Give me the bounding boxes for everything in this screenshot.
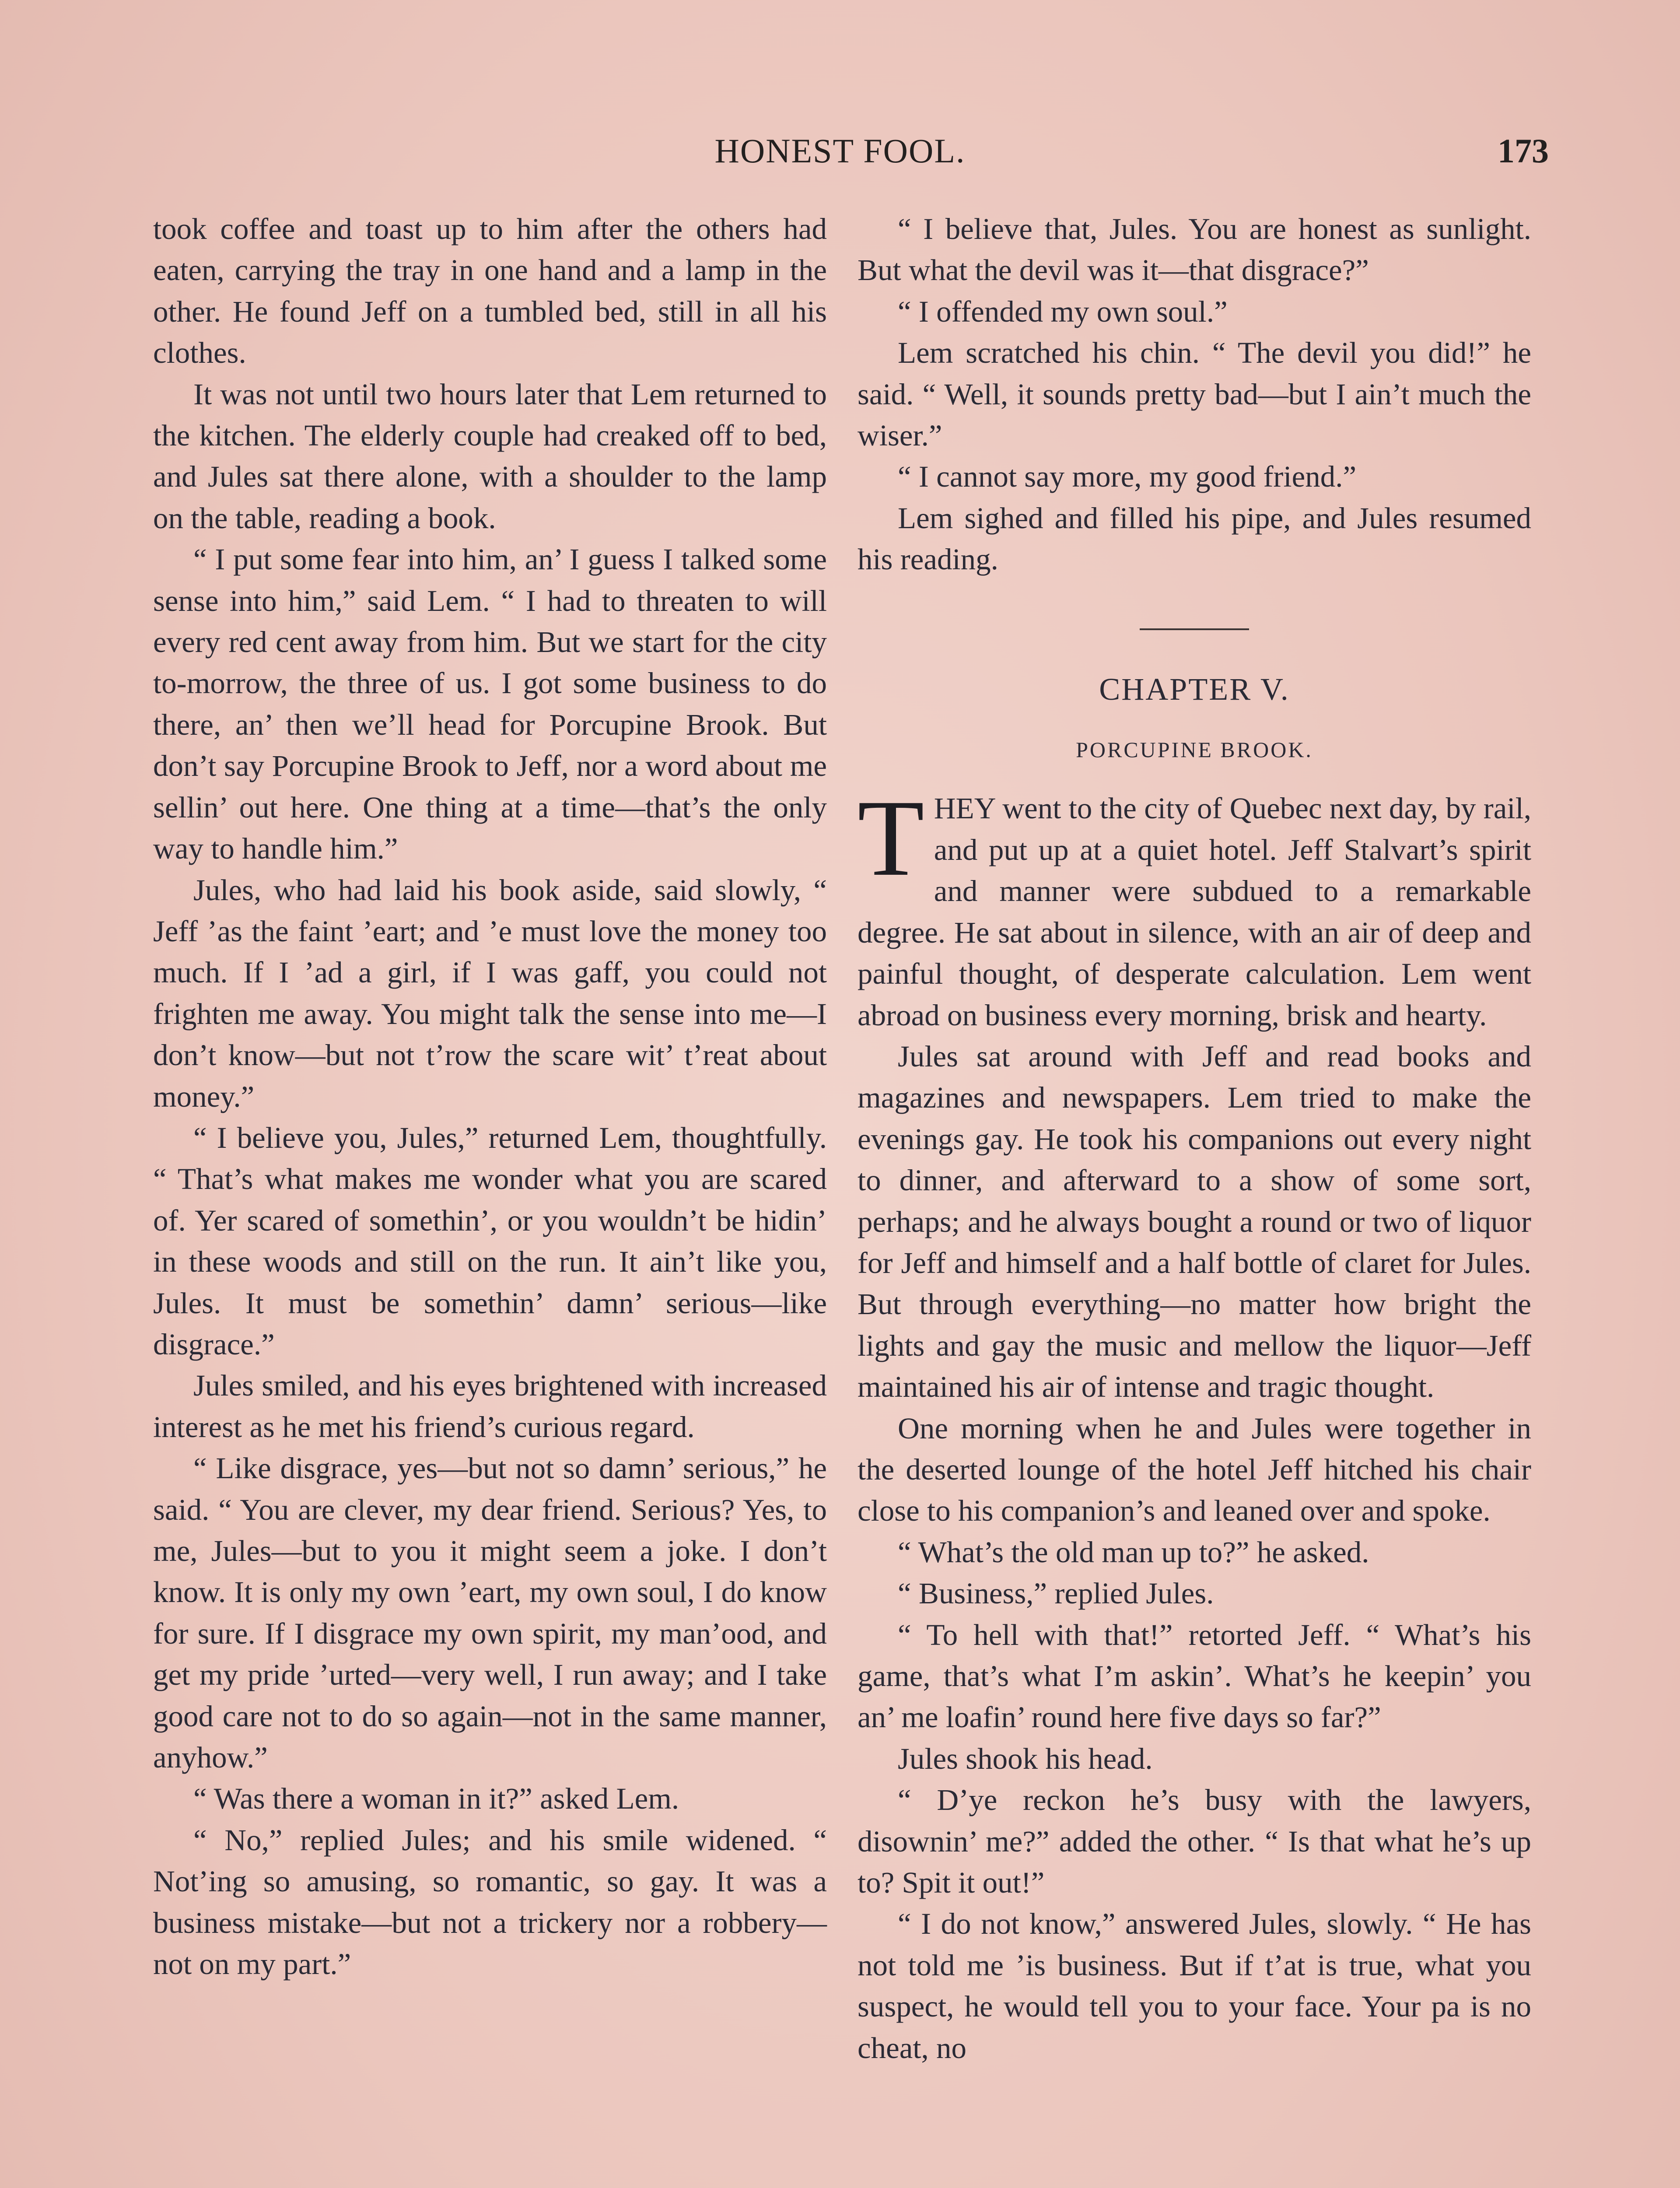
paragraph: “ I cannot say more, my good friend.”	[898, 460, 1357, 494]
paragraph: Lem scratched his chin. “ The devil you did!” he said. “ Well, it sounds pretty bad—but I ain’t much the wiser.”	[858, 336, 1531, 452]
paragraph: “ To hell with that!” retorted Jeff. “ What’s his game, that’s what I’m askin’. What’s he keepin’ you an’ me loafin’ round here five days so far?”	[858, 1618, 1531, 1734]
paragraph: “ What’s the old man up to?” he asked.	[898, 1535, 1369, 1569]
paragraph: “ Was there a woman in it?” asked Lem.	[193, 1782, 679, 1816]
paragraph: Jules, who had laid his book aside, said slowly, “ Jeff ’as the faint ’eart; and ’e must love the money too much. If I ’ad a girl, if I was gaff, you could not frighten me away. You might talk the sense into me—I don’t know—but not t’row the scare wit’ t’reat about money.”	[153, 873, 827, 1113]
paragraph: “ Business,” replied Jules.	[898, 1577, 1214, 1610]
chapter-subtitle: PORCUPINE BROOK.	[1076, 737, 1313, 762]
paragraph: “ Like disgrace, yes—but not so damn’ serious,” he said. “ You are clever, my dear friend. Serious? Yes, to me, Jules—but to you it might seem a joke. I don’t know. It is only my own ’eart, my own soul, I do know for sure. If I disgrace my own spirit, my man’ood, and get my pride ’urted—very well, I run away; and I take good care not to do so again—not in the same manner, anyhow.”	[153, 1452, 827, 1774]
paragraph: took coffee and toast up to him after the others had eaten, carrying the tray in one hand and a lamp in the other. He found Jeff on a tumbled bed, still in all his clothes.	[153, 212, 827, 370]
paragraph: Jules sat around with Jeff and read books and magazines and newspapers. Lem tried to make the evenings gay. He took his companions out every night to dinner, and afterward to a show of some sort, perhaps; and he always bought a round or two of liquor for Jeff and himself and a half bottle of claret for Jules. But through everything—no matter how bright the lights and gay the music and mellow the liquor—Jeff maintained his air of intense and tragic thought.	[858, 1039, 1531, 1404]
paragraph: Jules shook his head.	[898, 1742, 1153, 1775]
left-column	[153, 208, 827, 1985]
drop-cap: T	[858, 778, 924, 899]
chapter-opening-text: HEY went to the city of Quebec next day, by rail, and put up at a quiet hotel. Jeff Stalvart’s spirit and manner were subdued to a remarkable degree. He sat about in silence, with an air of deep and painful thought, of desperate calculation. Lem went abroad on business every morning, brisk and hearty.	[858, 792, 1531, 1032]
running-header: HONEST FOOL.	[714, 132, 966, 170]
paragraph: One morning when he and Jules were together in the deserted lounge of the hotel Jeff hitched his chair close to his companion’s and leaned over and spoke.	[858, 1411, 1531, 1528]
paragraph: “ I believe that, Jules. You are honest as sunlight. But what the devil was it—that disgrace?”	[858, 212, 1531, 287]
paragraph: Lem sighed and filled his pipe, and Jules resumed his reading.	[858, 501, 1531, 576]
paragraph: It was not until two hours later that Lem returned to the kitchen. The elderly couple had creaked off to bed, and Jules sat there alone, with a shoulder to the lamp on the table, reading a book.	[153, 377, 827, 535]
paragraph: “ I put some fear into him, an’ I guess I talked some sense into him,” said Lem. “ I had to threaten to will every red cent away from him. But we start for the city to-morrow, the three of us. I got some business to do there, an’ then we’ll head for Porcupine Brook. But don’t say Porcupine Brook to Jeff, nor a word about me sellin’ out here. One thing at a time—that’s the only way to handle him.”	[153, 543, 827, 866]
chapter-opening-paragraph	[858, 778, 1531, 1035]
paragraph: “ D’ye reckon he’s busy with the lawyers, disownin’ me?” added the other. “ Is that what he’s up to? Spit it out!”	[858, 1783, 1531, 1900]
paragraph: “ I believe you, Jules,” returned Lem, thoughtfully. “ That’s what makes me wonder what you are scared of. Yer scared of somethin’, or you wouldn’t be hidin’ in these woods and still on the run. It ain’t like you, Jules. It must be somethin’ damn’ serious—like disgrace.”	[153, 1121, 827, 1361]
section-divider	[1140, 628, 1249, 630]
paragraph: “ I do not know,” answered Jules, slowly. “ He has not told me ’is business. But if t’at is true, what you suspect, he would tell you to your face. Your pa is no cheat, no	[858, 1907, 1531, 2065]
paragraph: Jules smiled, and his eyes brightened with increased interest as he met his friend’s curious regard.	[153, 1369, 827, 1444]
paragraph: “ I offended my own soul.”	[898, 295, 1228, 328]
chapter-title: CHAPTER V.	[1099, 671, 1290, 707]
right-column	[858, 208, 1531, 2069]
page-number: 173	[1498, 132, 1549, 170]
paragraph: “ No,” replied Jules; and his smile widened. “ Not’ing so amusing, so romantic, so gay. It was a business mistake—but not a trickery nor a robbery—not on my part.”	[153, 1823, 827, 1981]
